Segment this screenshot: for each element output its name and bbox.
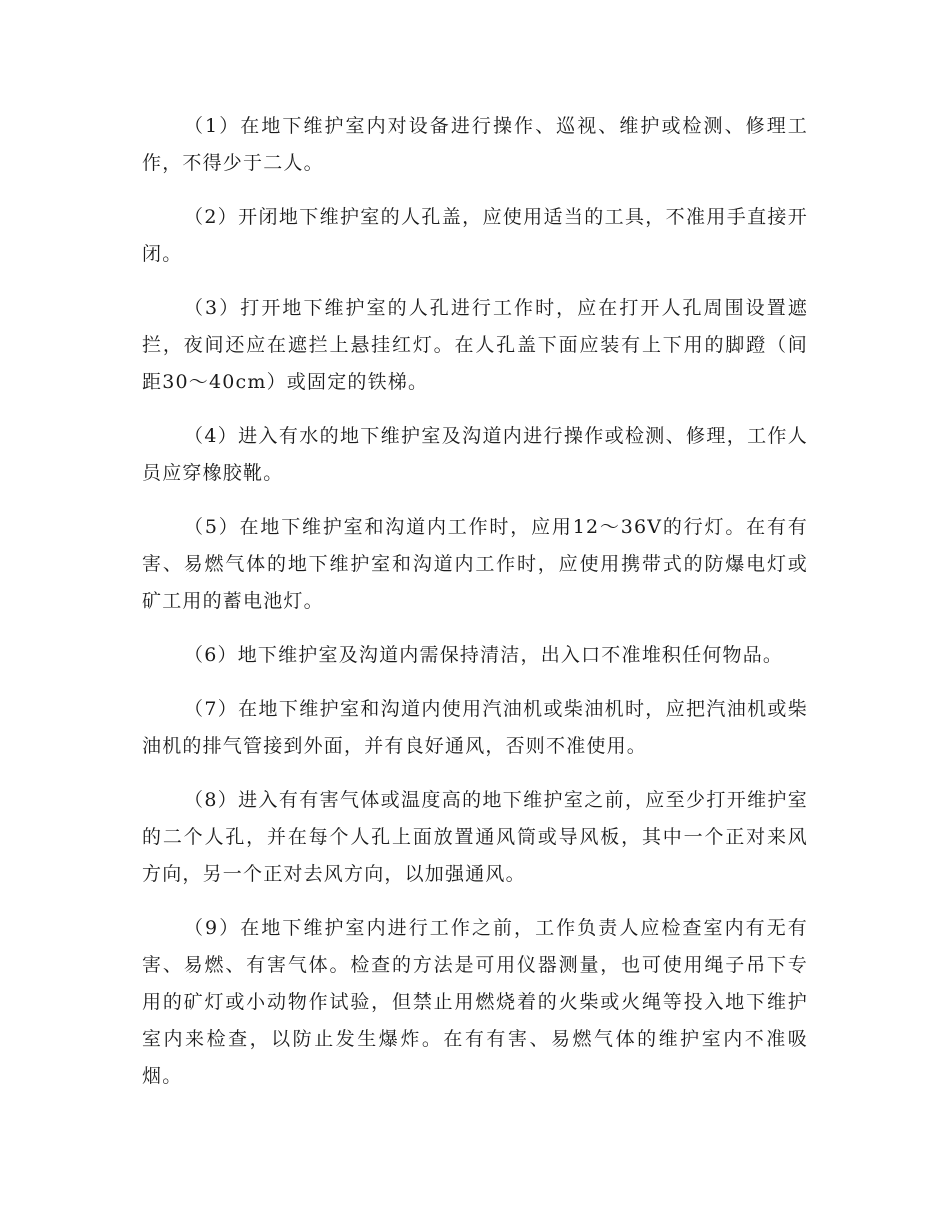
paragraph-3: （3）打开地下维护室的人孔进行工作时，应在打开人孔周围设置遮拦，夜间还应在遮拦上悬挂红灯。在人孔盖下面应装有上下用的脚蹬（间距30～40cm）或固定的铁梯。 <box>142 297 808 393</box>
paragraph-7: （7）在地下维护室和沟道内使用汽油机或柴油机时，应把汽油机或柴油机的排气管接到外面，并有良好通风，否则不准使用。 <box>142 698 808 757</box>
paragraph-8: （8）进入有有害气体或温度高的地下维护室之前，应至少打开维护室的二个人孔，并在每个人孔上面放置通风筒或导风板，其中一个正对来风方向，另一个正对去风方向，以加强通风。 <box>142 789 808 885</box>
paragraph-1: （1）在地下维护室内对设备进行操作、巡视、维护或检测、修理工作，不得少于二人。 <box>142 115 808 174</box>
paragraph-9: （9）在地下维护室内进行工作之前，工作负责人应检查室内有无有害、易燃、有害气体。检查的方法是可用仪器测量，也可使用绳子吊下专用的矿灯或小动物作试验，但禁止用燃烧着的火柴或火绳等投入地下维护室内来检查，以防止发生爆炸。在有有害、易燃气体的维护室内不准吸烟。 <box>142 917 808 1087</box>
paragraph-6: （6）地下维护室及沟道内需保持清洁，出入口不准堆积任何物品。 <box>184 644 784 666</box>
document-body <box>142 108 808 1112</box>
paragraph-4: （4）进入有水的地下维护室及沟道内进行操作或检测、修理，工作人员应穿橡胶靴。 <box>142 425 808 484</box>
paragraph-5: （5）在地下维护室和沟道内工作时，应用12～36V的行灯。在有有害、易燃气体的地下维护室和沟道内工作时，应使用携带式的防爆电灯或矿工用的蓄电池灯。 <box>142 516 808 612</box>
paragraph-2: （2）开闭地下维护室的人孔盖，应使用适当的工具，不准用手直接开闭。 <box>142 206 808 265</box>
